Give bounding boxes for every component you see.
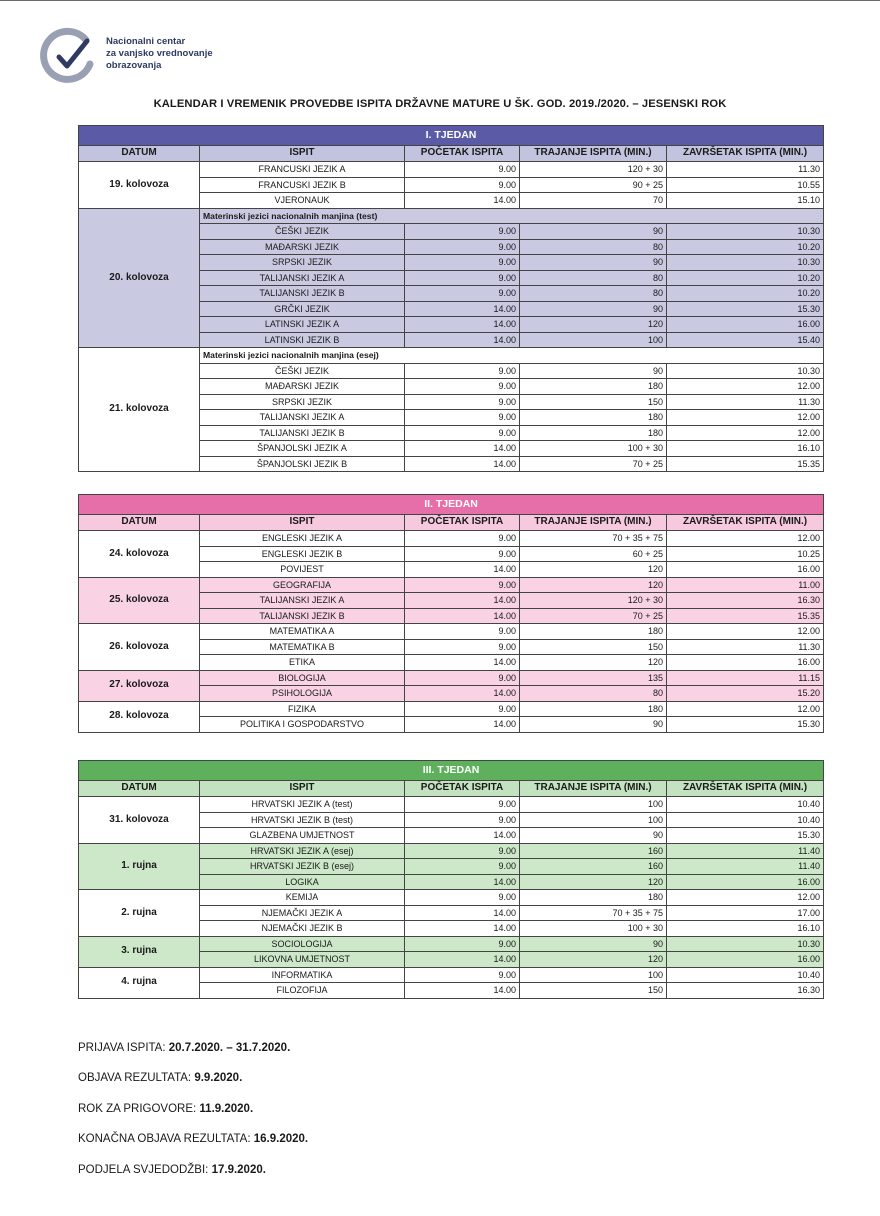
- start-time: 14.00: [405, 301, 520, 317]
- exam-name: ŠPANJOLSKI JEZIK A: [200, 441, 405, 457]
- duration: 150: [520, 983, 667, 999]
- exam-name: HRVATSKI JEZIK B (esej): [200, 859, 405, 875]
- top-border: [0, 0, 880, 1]
- exam-name: NJEMAČKI JEZIK B: [200, 921, 405, 937]
- exam-name: LOGIKA: [200, 874, 405, 890]
- table-row: [79, 967, 824, 983]
- start-time: 14.00: [405, 456, 520, 472]
- end-time: 11.30: [667, 394, 824, 410]
- start-time: 9.00: [405, 270, 520, 286]
- exam-name: TALIJANSKI JEZIK A: [200, 270, 405, 286]
- exam-name: HRVATSKI JEZIK A (esej): [200, 843, 405, 859]
- duration: 160: [520, 843, 667, 859]
- duration: 180: [520, 379, 667, 395]
- start-time: 9.00: [405, 379, 520, 395]
- start-time: 9.00: [405, 577, 520, 593]
- start-time: 9.00: [405, 410, 520, 426]
- info-line-prigovori: [78, 1103, 253, 1115]
- duration: 120: [520, 874, 667, 890]
- start-time: 9.00: [405, 701, 520, 717]
- exam-name: MATEMATIKA A: [200, 624, 405, 640]
- week-title-row: [79, 761, 824, 781]
- duration: 70 + 35 + 75: [520, 531, 667, 547]
- end-time: 10.40: [667, 967, 824, 983]
- end-time: 12.00: [667, 379, 824, 395]
- logo-text: [106, 36, 213, 72]
- duration: 150: [520, 394, 667, 410]
- start-time: 9.00: [405, 394, 520, 410]
- column-header-trajanje: TRAJANJE ISPITA (MIN.): [520, 781, 667, 797]
- start-time: 9.00: [405, 624, 520, 640]
- end-time: 12.00: [667, 890, 824, 906]
- end-time: 11.30: [667, 162, 824, 178]
- date-cell: 27. kolovoza: [79, 670, 200, 701]
- duration: 120: [520, 562, 667, 578]
- start-time: 9.00: [405, 670, 520, 686]
- duration: 80: [520, 286, 667, 302]
- start-time: 14.00: [405, 193, 520, 209]
- duration: 90: [520, 301, 667, 317]
- duration: 135: [520, 670, 667, 686]
- end-time: 12.00: [667, 425, 824, 441]
- info-line-prijava: [78, 1042, 290, 1054]
- table-row: [79, 936, 824, 952]
- exam-name: TALIJANSKI JEZIK B: [200, 286, 405, 302]
- exam-name: HRVATSKI JEZIK B (test): [200, 812, 405, 828]
- end-time: 11.00: [667, 577, 824, 593]
- end-time: 11.15: [667, 670, 824, 686]
- duration: 100: [520, 332, 667, 348]
- week-title: III. TJEDAN: [79, 761, 824, 781]
- column-header-pocetak: POČETAK ISPITA: [405, 781, 520, 797]
- start-time: 14.00: [405, 332, 520, 348]
- exam-name: INFORMATIKA: [200, 967, 405, 983]
- start-time: 14.00: [405, 593, 520, 609]
- table-row: [79, 162, 824, 178]
- duration: 100: [520, 812, 667, 828]
- end-time: 10.25: [667, 546, 824, 562]
- start-time: 9.00: [405, 843, 520, 859]
- logo-line: obrazovanja: [106, 60, 162, 71]
- start-time: 9.00: [405, 224, 520, 240]
- exam-name: PSIHOLOGIJA: [200, 686, 405, 702]
- duration: 70 + 25: [520, 456, 667, 472]
- end-time: 10.30: [667, 224, 824, 240]
- date-cell: 24. kolovoza: [79, 531, 200, 578]
- exam-name: VJERONAUK: [200, 193, 405, 209]
- duration: 70 + 25: [520, 608, 667, 624]
- exam-name: BIOLOGIJA: [200, 670, 405, 686]
- duration: 80: [520, 686, 667, 702]
- end-time: 16.10: [667, 441, 824, 457]
- end-time: 15.10: [667, 193, 824, 209]
- start-time: 9.00: [405, 967, 520, 983]
- ncvvo-logo-icon: [38, 26, 98, 86]
- end-time: 10.20: [667, 239, 824, 255]
- subtitle-row: [79, 208, 824, 224]
- duration: 180: [520, 410, 667, 426]
- exam-name: SRPSKI JEZIK: [200, 255, 405, 271]
- duration: 180: [520, 624, 667, 640]
- date-cell: 20. kolovoza: [79, 208, 200, 348]
- week-title-row: [79, 126, 824, 146]
- end-time: 12.00: [667, 701, 824, 717]
- exam-name: SOCIOLOGIJA: [200, 936, 405, 952]
- table-row: [79, 670, 824, 686]
- duration: 120: [520, 577, 667, 593]
- exam-name: POLITIKA I GOSPODARSTVO: [200, 717, 405, 733]
- column-header-zavrsetak: ZAVRŠETAK ISPITA (MIN.): [667, 146, 824, 162]
- column-header-zavrsetak: ZAVRŠETAK ISPITA (MIN.): [667, 781, 824, 797]
- start-time: 9.00: [405, 162, 520, 178]
- end-time: 15.35: [667, 456, 824, 472]
- exam-name: TALIJANSKI JEZIK A: [200, 593, 405, 609]
- date-cell: 31. kolovoza: [79, 797, 200, 844]
- duration: 90: [520, 255, 667, 271]
- exam-name: ENGLESKI JEZIK A: [200, 531, 405, 547]
- week-1-body: [79, 126, 824, 472]
- table-row: [79, 701, 824, 717]
- table-row: [79, 890, 824, 906]
- exam-name: TALIJANSKI JEZIK A: [200, 410, 405, 426]
- duration: 120: [520, 952, 667, 968]
- exam-name: MAĐARSKI JEZIK: [200, 239, 405, 255]
- subtitle-row: [79, 348, 824, 364]
- start-time: 14.00: [405, 905, 520, 921]
- start-time: 9.00: [405, 859, 520, 875]
- column-header-pocetak: POČETAK ISPITA: [405, 515, 520, 531]
- exam-name: GRČKI JEZIK: [200, 301, 405, 317]
- duration: 70: [520, 193, 667, 209]
- column-header-ispit: ISPIT: [200, 781, 405, 797]
- start-time: 9.00: [405, 797, 520, 813]
- start-time: 14.00: [405, 874, 520, 890]
- exam-name: GLAZBENA UMJETNOST: [200, 828, 405, 844]
- table-row: [79, 797, 824, 813]
- info-value: 20.7.2020. – 31.7.2020.: [168, 1042, 291, 1054]
- info-label: ROK ZA PRIGOVORE:: [78, 1103, 197, 1115]
- end-time: 15.40: [667, 332, 824, 348]
- exam-name: FIZIKA: [200, 701, 405, 717]
- week-3-table: [78, 760, 824, 999]
- end-time: 11.40: [667, 843, 824, 859]
- start-time: 9.00: [405, 363, 520, 379]
- duration: 90: [520, 717, 667, 733]
- end-time: 10.20: [667, 286, 824, 302]
- date-cell: 28. kolovoza: [79, 701, 200, 732]
- start-time: 14.00: [405, 562, 520, 578]
- start-time: 9.00: [405, 239, 520, 255]
- table-row: [79, 531, 824, 547]
- start-time: 9.00: [405, 286, 520, 302]
- date-cell: 25. kolovoza: [79, 577, 200, 624]
- section-subtitle: Materinski jezici nacionalnih manjina (esej): [200, 348, 824, 364]
- column-header-pocetak: POČETAK ISPITA: [405, 146, 520, 162]
- exam-name: ČEŠKI JEZIK: [200, 363, 405, 379]
- start-time: 9.00: [405, 531, 520, 547]
- info-value: 9.9.2020.: [194, 1072, 243, 1084]
- start-time: 14.00: [405, 952, 520, 968]
- end-time: 15.30: [667, 717, 824, 733]
- start-time: 14.00: [405, 441, 520, 457]
- date-cell: 19. kolovoza: [79, 162, 200, 209]
- duration: 100 + 30: [520, 441, 667, 457]
- duration: 90 + 25: [520, 177, 667, 193]
- logo-line: Nacionalni centar: [106, 36, 186, 47]
- start-time: 14.00: [405, 655, 520, 671]
- duration: 180: [520, 701, 667, 717]
- end-time: 12.00: [667, 624, 824, 640]
- end-time: 15.30: [667, 828, 824, 844]
- exam-name: MAĐARSKI JEZIK: [200, 379, 405, 395]
- date-cell: 26. kolovoza: [79, 624, 200, 671]
- duration: 120 + 30: [520, 593, 667, 609]
- duration: 100 + 30: [520, 921, 667, 937]
- column-header-row: [79, 781, 824, 797]
- week-title: I. TJEDAN: [79, 126, 824, 146]
- exam-name: ČEŠKI JEZIK: [200, 224, 405, 240]
- exam-name: FRANCUSKI JEZIK A: [200, 162, 405, 178]
- duration: 90: [520, 828, 667, 844]
- end-time: 16.30: [667, 593, 824, 609]
- end-time: 10.55: [667, 177, 824, 193]
- exam-name: NJEMAČKI JEZIK A: [200, 905, 405, 921]
- duration: 120: [520, 655, 667, 671]
- date-cell: 3. rujna: [79, 936, 200, 967]
- column-header-row: [79, 515, 824, 531]
- date-cell: 21. kolovoza: [79, 348, 200, 472]
- date-cell: 2. rujna: [79, 890, 200, 937]
- end-time: 10.40: [667, 797, 824, 813]
- duration: 120 + 30: [520, 162, 667, 178]
- start-time: 14.00: [405, 717, 520, 733]
- info-label: KONAČNA OBJAVA REZULTATA:: [78, 1133, 251, 1145]
- exam-name: TALIJANSKI JEZIK B: [200, 608, 405, 624]
- week-2-body: [79, 495, 824, 733]
- exam-name: LATINSKI JEZIK B: [200, 332, 405, 348]
- duration: 180: [520, 425, 667, 441]
- end-time: 12.00: [667, 410, 824, 426]
- column-header-ispit: ISPIT: [200, 146, 405, 162]
- week-title: II. TJEDAN: [79, 495, 824, 515]
- section-subtitle: Materinski jezici nacionalnih manjina (test): [200, 208, 824, 224]
- end-time: 10.30: [667, 363, 824, 379]
- exam-name: POVIJEST: [200, 562, 405, 578]
- exam-name: GEOGRAFIJA: [200, 577, 405, 593]
- exam-name: TALIJANSKI JEZIK B: [200, 425, 405, 441]
- exam-name: LIKOVNA UMJETNOST: [200, 952, 405, 968]
- column-header-datum: DATUM: [79, 781, 200, 797]
- exam-name: SRPSKI JEZIK: [200, 394, 405, 410]
- table-row: [79, 843, 824, 859]
- end-time: 17.00: [667, 905, 824, 921]
- end-time: 11.40: [667, 859, 824, 875]
- exam-name: HRVATSKI JEZIK A (test): [200, 797, 405, 813]
- duration: 120: [520, 317, 667, 333]
- start-time: 14.00: [405, 983, 520, 999]
- start-time: 9.00: [405, 546, 520, 562]
- end-time: 10.30: [667, 936, 824, 952]
- end-time: 10.30: [667, 255, 824, 271]
- info-label: OBJAVA REZULTATA:: [78, 1072, 192, 1084]
- duration: 180: [520, 890, 667, 906]
- info-value: 17.9.2020.: [211, 1164, 266, 1176]
- date-cell: 4. rujna: [79, 967, 200, 998]
- start-time: 9.00: [405, 425, 520, 441]
- info-line-konacna-objava: [78, 1133, 308, 1145]
- start-time: 14.00: [405, 921, 520, 937]
- duration: 90: [520, 936, 667, 952]
- duration: 100: [520, 797, 667, 813]
- info-value: 16.9.2020.: [253, 1133, 309, 1145]
- duration: 150: [520, 639, 667, 655]
- end-time: 10.40: [667, 812, 824, 828]
- column-header-ispit: ISPIT: [200, 515, 405, 531]
- duration: 60 + 25: [520, 546, 667, 562]
- duration: 100: [520, 967, 667, 983]
- start-time: 9.00: [405, 936, 520, 952]
- logo-line: za vanjsko vrednovanje: [106, 48, 213, 59]
- end-time: 16.00: [667, 562, 824, 578]
- start-time: 14.00: [405, 608, 520, 624]
- duration: 90: [520, 224, 667, 240]
- start-time: 14.00: [405, 686, 520, 702]
- column-header-trajanje: TRAJANJE ISPITA (MIN.): [520, 146, 667, 162]
- end-time: 15.20: [667, 686, 824, 702]
- info-label: PRIJAVA ISPITA:: [78, 1042, 166, 1054]
- duration: 80: [520, 270, 667, 286]
- week-title-row: [79, 495, 824, 515]
- start-time: 9.00: [405, 890, 520, 906]
- table-row: [79, 624, 824, 640]
- start-time: 9.00: [405, 177, 520, 193]
- start-time: 14.00: [405, 317, 520, 333]
- end-time: 10.20: [667, 270, 824, 286]
- column-header-datum: DATUM: [79, 515, 200, 531]
- end-time: 16.00: [667, 317, 824, 333]
- start-time: 9.00: [405, 255, 520, 271]
- document-title: KALENDAR I VREMENIK PROVEDBE ISPITA DRŽAVNE MATURE U ŠK. GOD. 2019./2020. – JESENSKI ROK: [153, 98, 727, 110]
- exam-name: ŠPANJOLSKI JEZIK B: [200, 456, 405, 472]
- end-time: 11.30: [667, 639, 824, 655]
- exam-name: FILOZOFIJA: [200, 983, 405, 999]
- info-line-svjedodzbe: [78, 1164, 266, 1176]
- end-time: 16.00: [667, 655, 824, 671]
- duration: 160: [520, 859, 667, 875]
- duration: 70 + 35 + 75: [520, 905, 667, 921]
- column-header-trajanje: TRAJANJE ISPITA (MIN.): [520, 515, 667, 531]
- start-time: 9.00: [405, 639, 520, 655]
- exam-name: ETIKA: [200, 655, 405, 671]
- exam-name: LATINSKI JEZIK A: [200, 317, 405, 333]
- duration: 80: [520, 239, 667, 255]
- end-time: 15.30: [667, 301, 824, 317]
- week-3-body: [79, 761, 824, 999]
- start-time: 14.00: [405, 828, 520, 844]
- end-time: 12.00: [667, 531, 824, 547]
- column-header-datum: DATUM: [79, 146, 200, 162]
- start-time: 9.00: [405, 812, 520, 828]
- duration: 90: [520, 363, 667, 379]
- exam-name: MATEMATIKA B: [200, 639, 405, 655]
- week-1-table: [78, 125, 824, 472]
- end-time: 16.30: [667, 983, 824, 999]
- exam-name: ENGLESKI JEZIK B: [200, 546, 405, 562]
- info-line-objava: [78, 1072, 242, 1084]
- end-time: 16.00: [667, 952, 824, 968]
- week-2-table: [78, 494, 824, 733]
- end-time: 16.10: [667, 921, 824, 937]
- end-time: 16.00: [667, 874, 824, 890]
- column-header-zavrsetak: ZAVRŠETAK ISPITA (MIN.): [667, 515, 824, 531]
- exam-name: KEMIJA: [200, 890, 405, 906]
- date-cell: 1. rujna: [79, 843, 200, 890]
- end-time: 15.35: [667, 608, 824, 624]
- exam-name: FRANCUSKI JEZIK B: [200, 177, 405, 193]
- table-row: [79, 577, 824, 593]
- column-header-row: [79, 146, 824, 162]
- info-value: 11.9.2020.: [199, 1103, 254, 1115]
- info-label: PODJELA SVJEDODŽBI:: [78, 1164, 209, 1176]
